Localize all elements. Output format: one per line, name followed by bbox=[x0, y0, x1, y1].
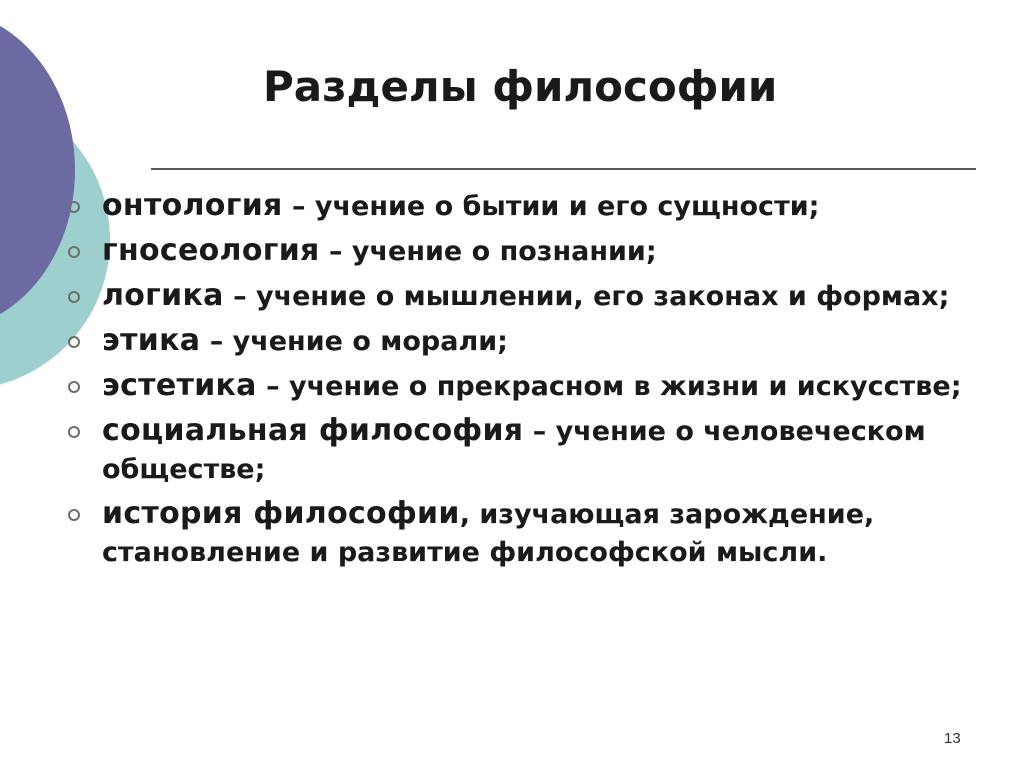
bullet-term: этика bbox=[102, 323, 201, 358]
hollow-circle-bullet-icon bbox=[68, 381, 80, 393]
hollow-circle-bullet-icon bbox=[68, 246, 80, 258]
bullet-text bbox=[102, 187, 998, 226]
hollow-circle-bullet-icon bbox=[68, 426, 80, 438]
bullet-description: – учение о человеческом обществе; bbox=[102, 416, 926, 485]
hollow-circle-bullet-icon bbox=[68, 291, 80, 303]
bullet-term: онтология bbox=[102, 188, 283, 223]
list-item bbox=[68, 277, 998, 316]
bullet-term: эстетика bbox=[102, 368, 257, 403]
bullet-description: – учение о морали; bbox=[200, 326, 508, 357]
title-divider bbox=[151, 168, 976, 170]
bullet-term: история философии bbox=[102, 496, 460, 531]
list-item bbox=[68, 232, 998, 271]
bullet-description: – учение о прекрасном в жизни и искусстве; bbox=[256, 371, 962, 402]
hollow-circle-bullet-icon bbox=[68, 201, 80, 213]
list-item bbox=[68, 495, 998, 572]
list-item bbox=[68, 322, 998, 361]
hollow-circle-bullet-icon bbox=[68, 509, 80, 521]
hollow-circle-bullet-icon bbox=[68, 336, 80, 348]
bullet-description: – учение о мышлении, его законах и формах; bbox=[223, 281, 950, 312]
bullet-term: логика bbox=[102, 278, 224, 313]
bullet-text bbox=[102, 277, 998, 316]
bullet-list bbox=[68, 187, 998, 578]
list-item bbox=[68, 412, 998, 489]
bullet-term: социальная философия bbox=[102, 413, 524, 448]
bullet-description: – учение о познании; bbox=[319, 236, 657, 267]
bullet-term: гносеология bbox=[102, 233, 320, 268]
bullet-text bbox=[102, 367, 998, 406]
list-item bbox=[68, 367, 998, 406]
page-number: 13 bbox=[944, 730, 961, 747]
bullet-text bbox=[102, 495, 998, 572]
bullet-text bbox=[102, 232, 998, 271]
list-item bbox=[68, 187, 998, 226]
bullet-text bbox=[102, 412, 998, 489]
bullet-text bbox=[102, 322, 998, 361]
slide-title: Разделы философии bbox=[263, 62, 778, 111]
bullet-description: – учение о бытии и его сущности; bbox=[282, 191, 820, 222]
bullet-description: , изучающая зарождение, становление и развитие философской мысли. bbox=[102, 499, 875, 568]
